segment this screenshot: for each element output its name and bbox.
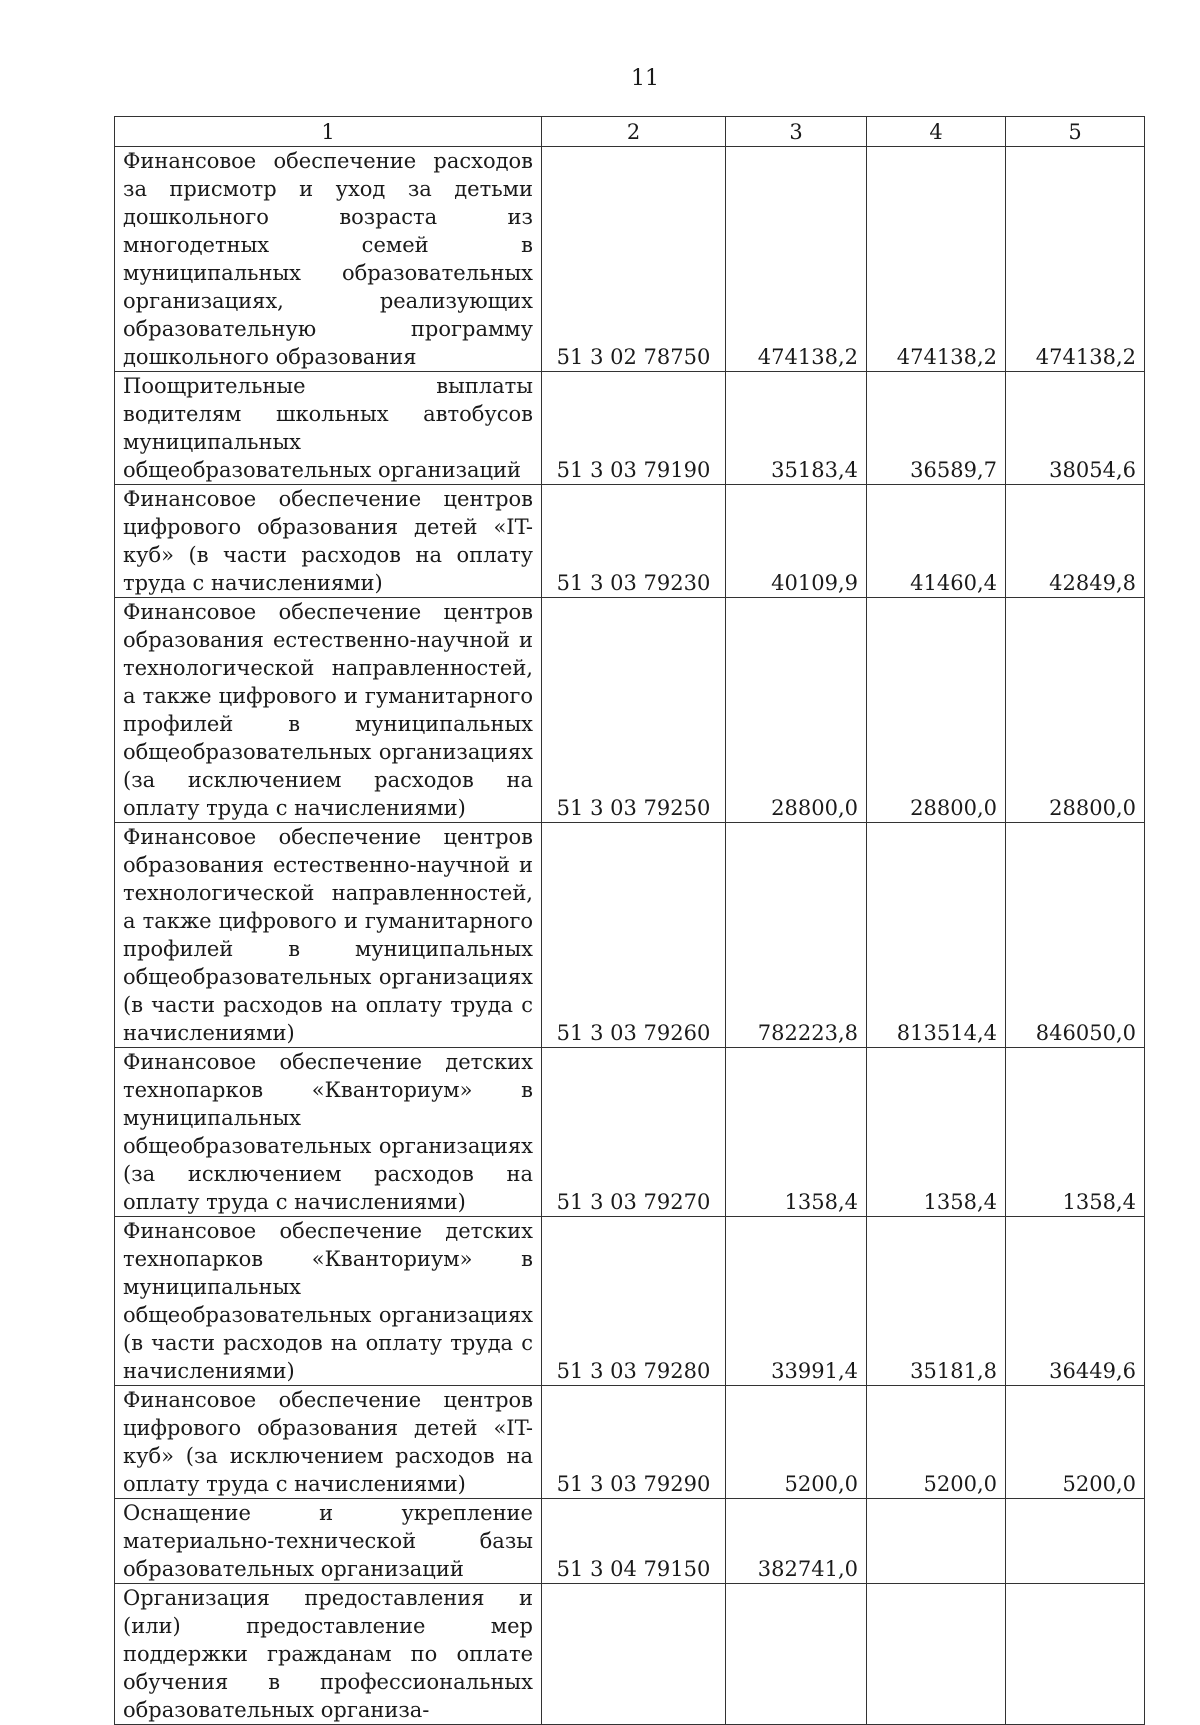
column-header-4: 4 bbox=[867, 117, 1006, 147]
amount-col4: 36589,7 bbox=[867, 372, 1006, 485]
amount-col4: 5200,0 bbox=[867, 1386, 1006, 1499]
amount-col3: 28800,0 bbox=[726, 598, 867, 823]
budget-code: 51 3 04 79150 bbox=[542, 1499, 726, 1584]
amount-col5: 36449,6 bbox=[1006, 1217, 1145, 1386]
column-header-3: 3 bbox=[726, 117, 867, 147]
budget-code: 51 3 03 79260 bbox=[542, 823, 726, 1048]
budget-code: 51 3 03 79290 bbox=[542, 1386, 726, 1499]
amount-col4: 35181,8 bbox=[867, 1217, 1006, 1386]
budget-code: 51 3 03 79270 bbox=[542, 1048, 726, 1217]
amount-col4: 28800,0 bbox=[867, 598, 1006, 823]
expense-name: Оснащение и укрепление материально-технической базы образовательных организаций bbox=[115, 1499, 542, 1584]
page-number: 11 bbox=[631, 66, 659, 91]
table-row bbox=[115, 372, 1145, 485]
budget-code bbox=[542, 1584, 726, 1725]
expense-name: Организация предоставления и (или) предоставление мер поддержки гражданам по оплате обучения в профессиональных образовательных организа- bbox=[115, 1584, 542, 1725]
expense-name: Финансовое обеспечение детских технопарков «Кванториум» в муниципальных общеобразовательных организациях (за исключением расходов на оплату труда с начислениями) bbox=[115, 1048, 542, 1217]
amount-col4: 41460,4 bbox=[867, 485, 1006, 598]
amount-col3: 33991,4 bbox=[726, 1217, 867, 1386]
amount-col3: 474138,2 bbox=[726, 147, 867, 372]
amount-col4 bbox=[867, 1499, 1006, 1584]
amount-col5: 28800,0 bbox=[1006, 598, 1145, 823]
amount-col5: 38054,6 bbox=[1006, 372, 1145, 485]
amount-col4: 813514,4 bbox=[867, 823, 1006, 1048]
table-row bbox=[115, 1048, 1145, 1217]
expense-name: Финансовое обеспечение центров цифрового образования детей «IT-куб» (в части расходов на оплату труда с начислениями) bbox=[115, 485, 542, 598]
budget-table bbox=[114, 116, 1145, 1725]
table-row bbox=[115, 1584, 1145, 1725]
amount-col5: 5200,0 bbox=[1006, 1386, 1145, 1499]
amount-col5: 474138,2 bbox=[1006, 147, 1145, 372]
expense-name: Финансовое обеспечение детских технопарков «Кванториум» в муниципальных общеобразовательных организациях (в части расходов на оплату труда с начислениями) bbox=[115, 1217, 542, 1386]
amount-col3: 1358,4 bbox=[726, 1048, 867, 1217]
budget-code: 51 3 03 79280 bbox=[542, 1217, 726, 1386]
amount-col5: 42849,8 bbox=[1006, 485, 1145, 598]
amount-col3: 35183,4 bbox=[726, 372, 867, 485]
budget-code: 51 3 03 79250 bbox=[542, 598, 726, 823]
amount-col4 bbox=[867, 1584, 1006, 1725]
amount-col3: 40109,9 bbox=[726, 485, 867, 598]
amount-col4: 1358,4 bbox=[867, 1048, 1006, 1217]
expense-name: Финансовое обеспечение центров цифрового образования детей «IT-куб» (за исключением расходов на оплату труда с начислениями) bbox=[115, 1386, 542, 1499]
table-row bbox=[115, 1386, 1145, 1499]
expense-name: Поощрительные выплаты водителям школьных автобусов муниципальных общеобразовательных организаций bbox=[115, 372, 542, 485]
table-row bbox=[115, 485, 1145, 598]
budget-code: 51 3 02 78750 bbox=[542, 147, 726, 372]
table-row bbox=[115, 598, 1145, 823]
amount-col5: 1358,4 bbox=[1006, 1048, 1145, 1217]
amount-col3: 5200,0 bbox=[726, 1386, 867, 1499]
amount-col3 bbox=[726, 1584, 867, 1725]
amount-col5: 846050,0 bbox=[1006, 823, 1145, 1048]
header-row bbox=[115, 117, 1145, 147]
amount-col5 bbox=[1006, 1584, 1145, 1725]
amount-col3: 382741,0 bbox=[726, 1499, 867, 1584]
table-row bbox=[115, 147, 1145, 372]
expense-name: Финансовое обеспечение центров образования естественно-научной и технологической направленностей, а также цифрового и гуманитарного профилей в муниципальных общеобразовательных организациях (за исключением расходов на оплату труда с начислениями) bbox=[115, 598, 542, 823]
amount-col4: 474138,2 bbox=[867, 147, 1006, 372]
amount-col3: 782223,8 bbox=[726, 823, 867, 1048]
expense-name: Финансовое обеспечение расходов за присмотр и уход за детьми дошкольного возраста из многодетных семей в муниципальных образовательных организациях, реализующих образовательную программу дошкольного образования bbox=[115, 147, 542, 372]
column-header-5: 5 bbox=[1006, 117, 1145, 147]
column-header-2: 2 bbox=[542, 117, 726, 147]
amount-col5 bbox=[1006, 1499, 1145, 1584]
table-row bbox=[115, 1499, 1145, 1584]
table-row bbox=[115, 1217, 1145, 1386]
budget-code: 51 3 03 79230 bbox=[542, 485, 726, 598]
expense-name: Финансовое обеспечение центров образования естественно-научной и технологической направленностей, а также цифрового и гуманитарного профилей в муниципальных общеобразовательных организациях (в части расходов на оплату труда с начислениями) bbox=[115, 823, 542, 1048]
table-row bbox=[115, 823, 1145, 1048]
column-header-1: 1 bbox=[115, 117, 542, 147]
budget-code: 51 3 03 79190 bbox=[542, 372, 726, 485]
